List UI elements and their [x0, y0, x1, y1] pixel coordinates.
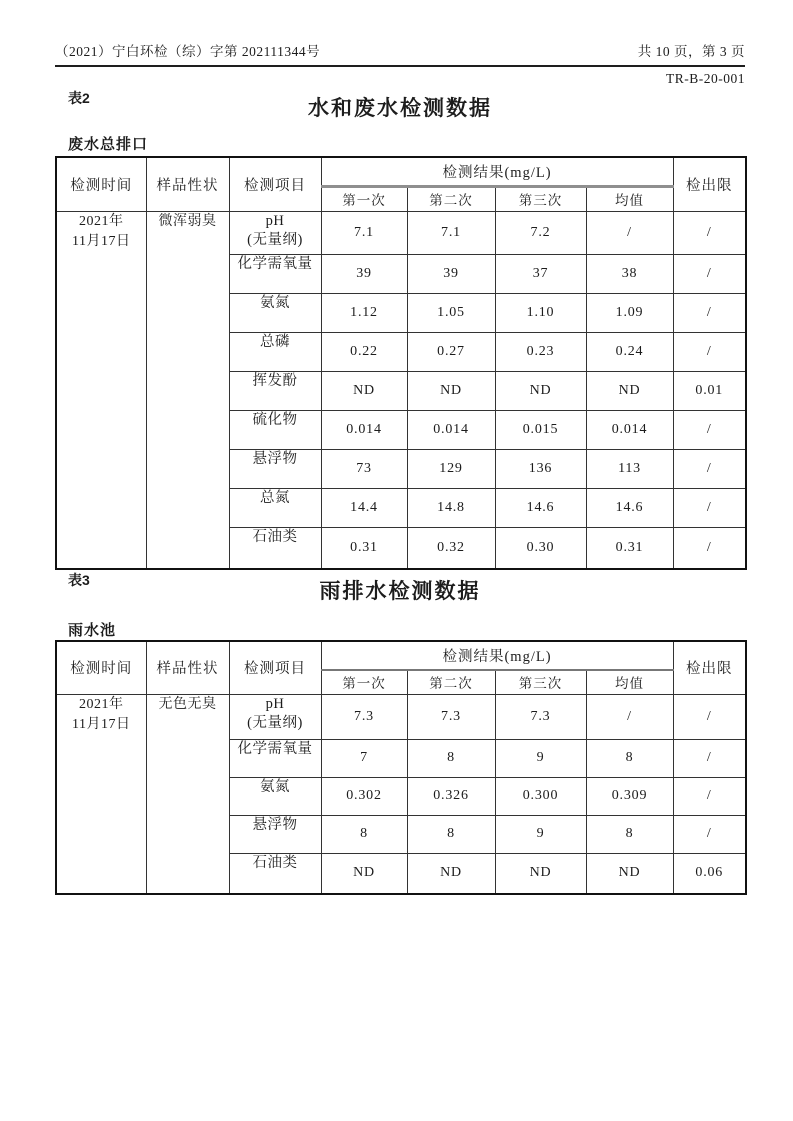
limit-cell: / — [673, 815, 746, 853]
mean-cell: / — [586, 211, 673, 254]
item-cell — [229, 211, 321, 254]
value-cell: 7.2 — [495, 211, 586, 254]
item-name: pH — [265, 212, 285, 229]
value-cell: 0.30 — [495, 527, 586, 569]
value-cell: 8 — [407, 815, 495, 853]
page-number-info: 共 10 页，第 3 页 — [637, 44, 745, 59]
value-cell: 0.23 — [495, 332, 586, 371]
item-cell: 悬浮物 — [229, 815, 321, 853]
sample-character-cell: 微浑弱臭 — [146, 211, 229, 569]
col-header-mean: 均值 — [586, 186, 673, 211]
rainwater-title: 雨排水检测数据 — [319, 580, 481, 603]
limit-cell: / — [673, 739, 746, 777]
value-cell: 136 — [495, 449, 586, 488]
col-header-run2: 第二次 — [407, 186, 495, 211]
mean-cell: 38 — [586, 254, 673, 293]
item-cell: 化学需氧量 — [229, 254, 321, 293]
value-cell: 7 — [321, 739, 407, 777]
mean-cell: 0.014 — [586, 410, 673, 449]
value-cell: 7.3 — [407, 694, 495, 739]
mean-cell: / — [586, 694, 673, 739]
value-cell: ND — [407, 371, 495, 410]
value-cell: 0.300 — [495, 777, 586, 815]
value-cell: ND — [321, 853, 407, 894]
value-cell: ND — [495, 853, 586, 894]
item-cell: 化学需氧量 — [229, 739, 321, 777]
limit-cell: / — [673, 254, 746, 293]
item-note: (无量纲) — [247, 715, 303, 732]
item-cell: 石油类 — [229, 527, 321, 569]
mean-cell: ND — [586, 371, 673, 410]
value-cell: 0.014 — [321, 410, 407, 449]
value-cell: 7.3 — [321, 694, 407, 739]
page-header — [55, 40, 745, 67]
limit-cell: / — [673, 777, 746, 815]
value-cell: 0.32 — [407, 527, 495, 569]
mean-cell: 1.09 — [586, 293, 673, 332]
col-header-run2: 第二次 — [407, 670, 495, 694]
value-cell: 9 — [495, 815, 586, 853]
limit-cell: / — [673, 694, 746, 739]
limit-cell: / — [673, 211, 746, 254]
value-cell: 39 — [407, 254, 495, 293]
col-header-results: 检测结果(mg/L) — [321, 157, 673, 186]
limit-cell: / — [673, 410, 746, 449]
sample-date-cell — [56, 211, 146, 569]
item-note: (无量纲) — [247, 232, 303, 249]
value-cell: ND — [321, 371, 407, 410]
sample-character-cell: 无色无臭 — [146, 694, 229, 894]
sample-date-line2: 11月17日 — [72, 716, 131, 732]
mean-cell: 113 — [586, 449, 673, 488]
item-cell: 悬浮物 — [229, 449, 321, 488]
value-cell: 8 — [407, 739, 495, 777]
value-cell: 0.015 — [495, 410, 586, 449]
report-code: TR-B-20-001 — [666, 71, 745, 86]
wastewater-outlet-label: 废水总排口 — [68, 136, 149, 153]
item-cell: 氨氮 — [229, 293, 321, 332]
value-cell: 0.31 — [321, 527, 407, 569]
item-cell: 石油类 — [229, 853, 321, 894]
mean-cell: 0.31 — [586, 527, 673, 569]
item-cell — [229, 694, 321, 739]
limit-cell: / — [673, 293, 746, 332]
sample-date-line1: 2021年 — [79, 213, 124, 229]
mean-cell: 14.6 — [586, 488, 673, 527]
document-number: （2021）宁白环检（综）字第 202111344号 — [55, 44, 321, 59]
value-cell: 0.326 — [407, 777, 495, 815]
col-header-mean: 均值 — [586, 670, 673, 694]
mean-cell: 0.24 — [586, 332, 673, 371]
col-header-run1: 第一次 — [321, 670, 407, 694]
col-header-limit: 检出限 — [673, 157, 746, 211]
table-header-row — [56, 157, 746, 186]
value-cell: 1.12 — [321, 293, 407, 332]
wastewater-title: 水和废水检测数据 — [308, 97, 492, 120]
value-cell: 1.05 — [407, 293, 495, 332]
col-header-run1: 第一次 — [321, 186, 407, 211]
value-cell: ND — [407, 853, 495, 894]
value-cell: 73 — [321, 449, 407, 488]
value-cell: 14.6 — [495, 488, 586, 527]
item-name: pH — [265, 695, 285, 712]
value-cell: 0.014 — [407, 410, 495, 449]
item-cell: 总氮 — [229, 488, 321, 527]
value-cell: 8 — [321, 815, 407, 853]
mean-cell: 8 — [586, 739, 673, 777]
item-cell: 挥发酚 — [229, 371, 321, 410]
table-row — [56, 694, 746, 739]
value-cell: 0.27 — [407, 332, 495, 371]
col-header-time: 检测时间 — [56, 157, 146, 211]
value-cell: 129 — [407, 449, 495, 488]
col-header-limit: 检出限 — [673, 641, 746, 694]
limit-cell: / — [673, 527, 746, 569]
item-cell: 硫化物 — [229, 410, 321, 449]
sample-date-line2: 11月17日 — [72, 233, 131, 249]
wastewater-table — [55, 156, 747, 570]
value-cell: ND — [495, 371, 586, 410]
col-header-run3: 第三次 — [495, 670, 586, 694]
col-header-item: 检测项目 — [229, 157, 321, 211]
value-cell: 7.3 — [495, 694, 586, 739]
col-header-item: 检测项目 — [229, 641, 321, 694]
value-cell: 1.10 — [495, 293, 586, 332]
value-cell: 7.1 — [407, 211, 495, 254]
value-cell: 9 — [495, 739, 586, 777]
col-header-character: 样品性状 — [146, 641, 229, 694]
col-header-character: 样品性状 — [146, 157, 229, 211]
table-row — [56, 211, 746, 254]
value-cell: 0.302 — [321, 777, 407, 815]
sample-date-line1: 2021年 — [79, 696, 124, 712]
rainwater-table — [55, 640, 747, 895]
value-cell: 7.1 — [321, 211, 407, 254]
mean-cell: ND — [586, 853, 673, 894]
item-cell: 总磷 — [229, 332, 321, 371]
table2-label: 表2 — [68, 90, 90, 106]
mean-cell: 0.309 — [586, 777, 673, 815]
item-cell: 氨氮 — [229, 777, 321, 815]
value-cell: 0.22 — [321, 332, 407, 371]
table-header-row — [56, 641, 746, 670]
col-header-time: 检测时间 — [56, 641, 146, 694]
limit-cell: / — [673, 332, 746, 371]
col-header-run3: 第三次 — [495, 186, 586, 211]
value-cell: 14.8 — [407, 488, 495, 527]
limit-cell: / — [673, 488, 746, 527]
limit-cell: 0.06 — [673, 853, 746, 894]
value-cell: 39 — [321, 254, 407, 293]
col-header-results: 检测结果(mg/L) — [321, 641, 673, 670]
value-cell: 14.4 — [321, 488, 407, 527]
sample-date-cell — [56, 694, 146, 894]
rainwater-pool-label: 雨水池 — [68, 622, 117, 639]
limit-cell: 0.01 — [673, 371, 746, 410]
value-cell: 37 — [495, 254, 586, 293]
table3-label: 表3 — [68, 572, 90, 588]
limit-cell: / — [673, 449, 746, 488]
mean-cell: 8 — [586, 815, 673, 853]
